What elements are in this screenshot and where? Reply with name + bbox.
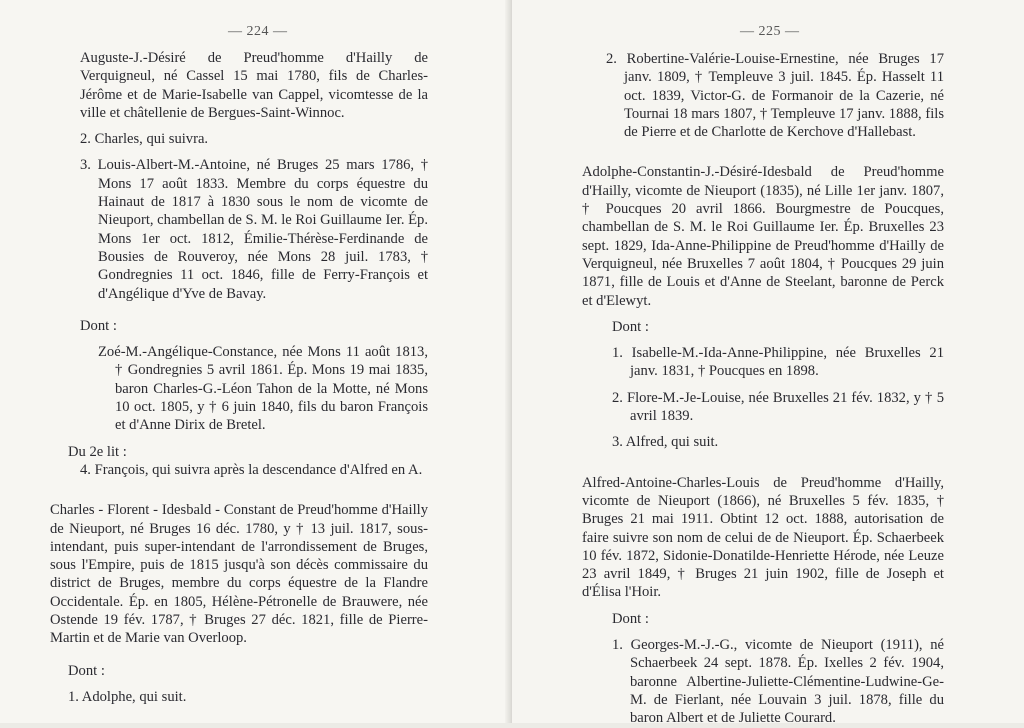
du-2e-lit-label: Du 2e lit : xyxy=(68,443,127,460)
left-page xyxy=(0,0,510,723)
entry-charles-ref: 2. Charles, qui suivra. xyxy=(80,131,209,148)
dont-label-4: Dont : xyxy=(612,610,649,627)
dont-label-2: Dont : xyxy=(68,662,105,679)
page-number-right: — 225 — xyxy=(740,24,800,39)
entry-auguste: Auguste-J.-Désiré de Preud'homme d'Hailly de Verquigneul, né Cassel 15 mai 1780, fils de Charles-Jérôme et de Marie-Isabelle van Cappel, vicomtesse de la ville et châtellenie de Bergues-Saint-Winnoc. xyxy=(80,50,428,121)
entry-zoe: Zoé-M.-Angélique-Constance, née Mons 11 août 1813, † Gondregnies 5 avril 1861. Ép. Mons 19 mai 1835, baron Charles-G.-Léon Tahon de la Motte, né Mons 10 oct. 1805, y † 6 juin 1840, fils du baron François et d'Anne Dirix de Bretel. xyxy=(98,344,428,434)
entry-alfred-antoine: Alfred-Antoine-Charles-Louis de Preud'homme d'Hailly, vicomte de Nieuport (1866), né Bruxelles 5 fév. 1835, † Bruges 21 mai 1911. Obtint 12 oct. 1888, autorisation de faire suivre son nom de celui de de Nieuport. Ép. Schaerbeek 10 fév. 1872, Sidonie-Donatilde-Henriette Hérode, née Leuze 23 avril 1849, † Bruges 21 juin 1902, fille de Joseph et d'Élisa l'Hoir. xyxy=(582,474,944,601)
page-number-left: — 224 — xyxy=(228,24,288,39)
entry-charles-florent: Charles - Florent - Idesbald - Constant de Preud'homme d'Hailly de Nieuport, né Bruges 16 déc. 1780, y † 13 juil. 1817, sous-intendant, puis super-intendant de l'arrondissement de Bruges, sous l'Empire, puis de 1815 jusqu'à son décès commissaire du district de Bruges, membre du corps équestre de la Flandre Occidentale. Ép. en 1805, Hélène-Pétronelle de Brauwere, née Ostende 19 fév. 1787, † Bruges 27 déc. 1821, fille de Pierre-Martin et de Marie van Overloop. xyxy=(50,502,428,647)
entry-louis-albert: 3. Louis-Albert-M.-Antoine, né Bruges 25 mars 1786, † Mons 17 août 1833. Membre du corps équestre du Hainaut de 1817 à 1830 sous le nom de vicomte de Nieuport, chambellan de S. M. le Roi Guillaume Ier. Ép. Mons 1er oct. 1812, Émilie-Thérèse-Ferdinande de Bousies de Rouveroy, née Mons 28 juil. 1783, † Gondregnies 11 oct. 1846, fille de Ferry-François et d'Angélique d'Yve de Bavay. xyxy=(80,157,428,302)
entry-alfred-ref: 3. Alfred, qui suit. xyxy=(612,434,719,451)
dont-label-3: Dont : xyxy=(612,318,649,335)
right-text-column xyxy=(582,50,944,728)
entry-adolphe-constantin: Adolphe-Constantin-J.-Désiré-Idesbald de Preud'homme d'Hailly, vicomte de Nieuport (1835), né Lille 1er janv. 1807, † Poucques 20 avril 1866. Bourgmestre de Poucques, chambellan de S. M. le Roi Guillaume Ier. Ép. Bruxelles 23 sept. 1829, Ida-Anne-Philippine de Preud'homme d'Hailly de Verquigneul, née Bruxelles 7 août 1804, † Poucques 29 juin 1871, fille de Louis et d'Anne de Steelant, baronne de Perck et d'Elewyt. xyxy=(582,164,944,309)
left-text-column xyxy=(50,49,428,706)
entry-flore: 2. Flore-M.-Je-Louise, née Bruxelles 21 fév. 1832, y † 5 avril 1839. xyxy=(612,389,944,425)
right-page xyxy=(512,0,1024,727)
entry-robertine: 2. Robertine-Valérie-Louise-Ernestine, née Bruges 17 janv. 1809, † Templeuve 3 juil. 1845. Ép. Hasselt 11 oct. 1839, Victor-G. de Formanoir de la Cazerie, né Tournai 18 mars 1807, † Templeuve 17 janv. 1888, fils de Pierre et de Charlotte de Kerchove d'Hallebast. xyxy=(606,51,944,141)
dont-label: Dont : xyxy=(80,317,117,334)
entry-isabelle: 1. Isabelle-M.-Ida-Anne-Philippine, née Bruxelles 21 janv. 1831, † Poucques en 1898. xyxy=(612,345,944,380)
entry-adolphe-ref: 1. Adolphe, qui suit. xyxy=(68,688,187,705)
entry-georges: 1. Georges-M.-J.-G., vicomte de Nieuport (1911), né Schaerbeek 24 sept. 1878. Ép. Ixelles 2 fév. 1904, baronne Albertine-Juliette-Clémentine-Ludwine-Ge-M. de Fierlant, née Louvain 3 juil. 1878, fille du baron Albert et de Juliette Courard. xyxy=(612,637,944,727)
entry-francois: 4. François, qui suivra après la descendance d'Alfred en A. xyxy=(80,461,423,478)
